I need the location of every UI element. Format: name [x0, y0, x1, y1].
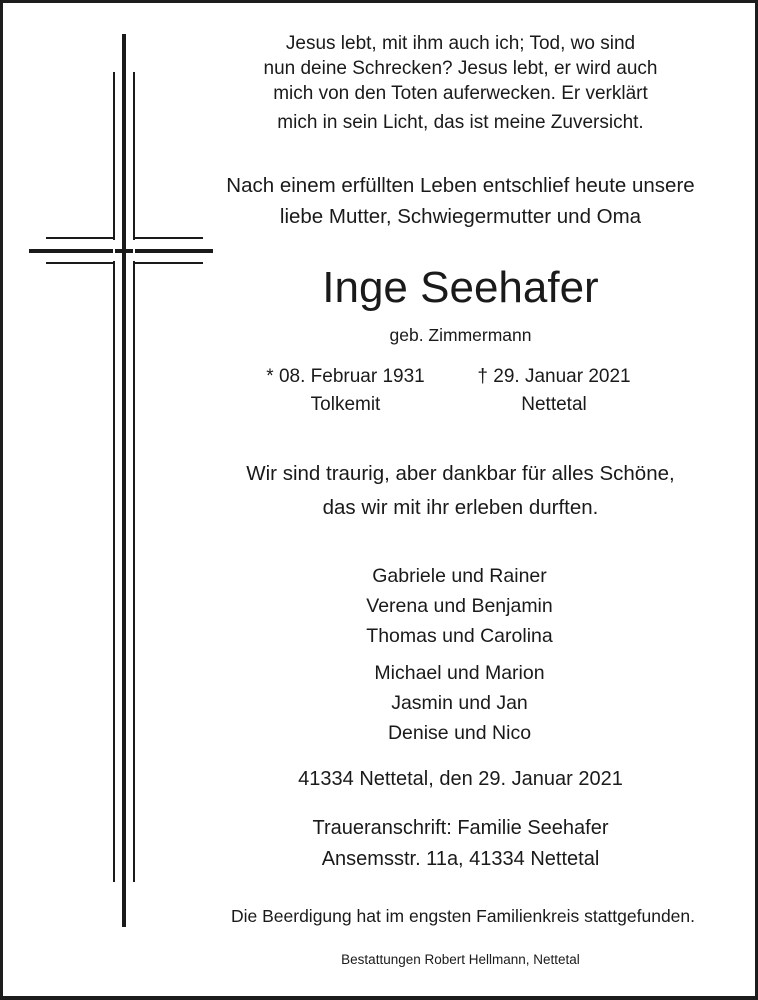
cross-gap-bl: [115, 261, 122, 265]
mourner: Verena und Benjamin: [366, 595, 553, 617]
cross-symbol-icon: †: [477, 366, 488, 387]
birth-place: Tolkemit: [310, 394, 381, 415]
cross-center-vertical: [122, 34, 126, 927]
intro-line: Nach einem erfüllten Leben entschlief heute unsere: [226, 174, 695, 197]
funeral-note: Die Beerdigung hat im engsten Familienkreis stattgefunden.: [230, 906, 695, 926]
cross-gap-tl: [115, 236, 122, 240]
message-line: Wir sind traurig, aber dankbar für alles Schöne,: [246, 462, 675, 485]
cross-lower-horizontal: [46, 262, 203, 264]
cross-gap-tr: [126, 236, 133, 240]
cross-gap-br: [126, 261, 133, 265]
message-line: das wir mit ihr erleben durften.: [322, 496, 599, 519]
cross-gap-r-mid: [133, 240, 135, 261]
deceased-name: Inge Seehafer: [322, 263, 599, 312]
mourner: Jasmin und Jan: [391, 692, 528, 714]
cross-left-vertical: [113, 72, 115, 882]
birth-date-line: [253, 367, 438, 395]
farewell-message: [203, 464, 718, 519]
verse-line: mich in sein Licht, das ist meine Zuversicht.: [277, 112, 644, 133]
undertaker: Bestattungen Robert Hellmann, Nettetal: [341, 952, 580, 967]
mourning-address: [203, 818, 718, 869]
mourner: Gabriele und Rainer: [372, 565, 547, 587]
obituary-notice: [3, 3, 755, 996]
death-date: 29. Januar 2021: [493, 366, 631, 387]
mourners-group-2: [303, 664, 616, 744]
maiden-name: geb. Zimmermann: [389, 325, 532, 345]
address-line: Ansemsstr. 11a, 41334 Nettetal: [321, 848, 600, 870]
mourner: Thomas und Carolina: [366, 625, 553, 647]
address-line: Traueranschrift: Familie Seehafer: [312, 817, 609, 839]
birth-symbol: *: [266, 366, 274, 387]
cross-gap-l-mid: [113, 240, 115, 261]
mourners-group-1: [303, 567, 616, 647]
cross-center-horizontal: [29, 249, 213, 253]
birth-info: [253, 367, 438, 414]
bible-verse: [203, 34, 718, 138]
death-date-line: [465, 367, 643, 395]
cross-right-vertical: [133, 72, 135, 882]
place-and-date: 41334 Nettetal, den 29. Januar 2021: [298, 768, 623, 790]
death-place: Nettetal: [521, 394, 587, 415]
birth-date: 08. Februar 1931: [278, 366, 425, 387]
intro-line: liebe Mutter, Schwiegermutter und Oma: [279, 205, 642, 228]
death-announcement: [163, 176, 758, 238]
verse-line: mich von den Toten auferwecken. Er verklärt: [273, 83, 648, 104]
death-info: [465, 367, 643, 414]
mourner: Denise und Nico: [387, 722, 532, 744]
mourner: Michael und Marion: [374, 662, 545, 684]
verse-line: nun deine Schrecken? Jesus lebt, er wird auch: [263, 58, 658, 79]
verse-line: Jesus lebt, mit ihm auch ich; Tod, wo sind: [285, 33, 636, 54]
